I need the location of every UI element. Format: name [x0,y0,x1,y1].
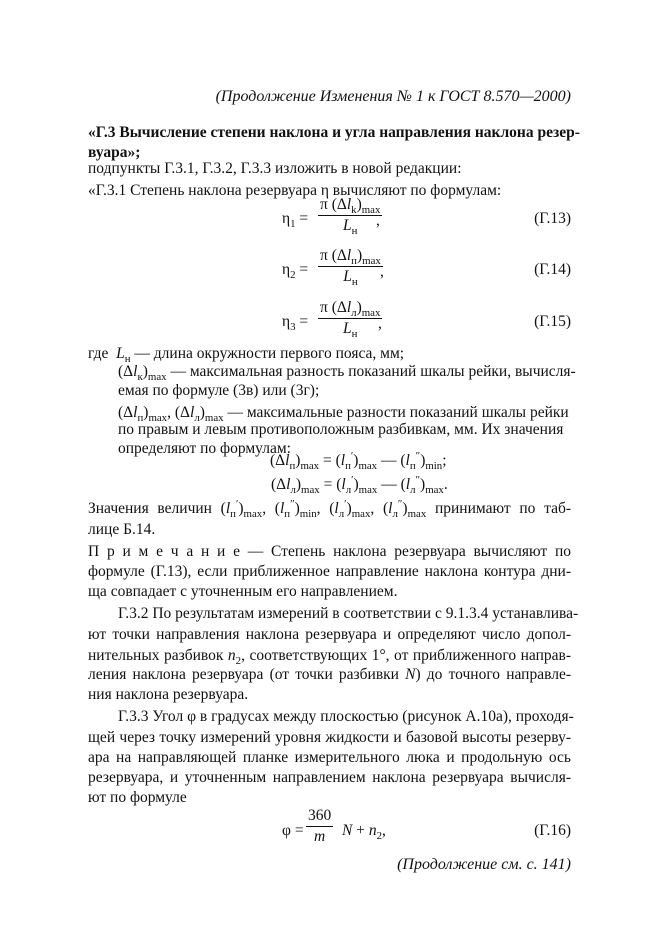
values-line2: лице Б.14. [88,521,156,538]
def-dlk-cont: емая по формуле (3в) или (3г); [118,382,320,399]
g32-line5: ния наклона резервуара. [88,686,249,703]
eq14-fraction: π $(\Delta l_п)_{max}$ $L_н$ [320,247,381,289]
eq13-label: (Г.13) [534,210,571,227]
g32-line3: нительных разбивок $n_2$, соответствующих 1°, от приближенного направ- [88,647,572,668]
eq16-rest: $N + n_2$, [342,822,386,843]
eq15-fraction: π $(\Delta l_л)_{max}$ $L_н$ [320,299,381,341]
formula-dll: $(\Delta l_л)_{max} = (l_л')_{max}$ — $(l_л'')_{max}$. [271,473,448,497]
def-dlk: $(\Delta l_к)_{max}$ — максимальная разность показаний шкалы рейки, вычисля- [118,363,576,384]
g33-line1: Г.3.3 Угол φ в градусах между плоскостью (рисунок А.10а), проходя- [118,708,574,725]
note-line1: П р и м е ч а н и е — Степень наклона резервуара вычисляют по [88,543,571,560]
def-dlp: $(\Delta l_п)_{max}$, $(\Delta l_л)_{max}$ — максимальные разности показаний шкалы рейки [118,404,569,425]
continuation-header: (Продолжение Изменения № 1 к ГОСТ 8.570—2000) [215,88,571,105]
eq15-label: (Г.15) [534,313,571,330]
eq16-fraction: $\frac{360}{m}$ [308,807,332,845]
g33-line3: ара на направляющей планке измерительного люка и продольную ось [88,749,571,766]
section-title-line2: вуара»; [88,144,141,161]
def-ln: где $L_н$ — длина окружности первого пояса, мм; [88,345,405,366]
g32-line1: Г.3.2 По результатам измерений в соответствии с 9.1.3.4 устанавлива- [118,605,579,622]
eq16-label: (Г.16) [534,822,571,839]
eq15-lhs: $\eta_3$ = [282,313,309,334]
g33-line2: щей через точку измерений уровня жидкости и базовой высоты резерву- [88,729,571,746]
values-line1: Значения величин $(l_п')_{max}$, $(l_п'')_{min}$, $(l_л')_{max}$, $(l_л'')_{max}$ принимают по таб- [88,497,571,521]
eq14-lhs: $\eta_2$ = [282,261,309,282]
eq14-label: (Г.14) [534,261,571,278]
g33-line5: ют по формуле [88,789,187,806]
def-dlp-cont1: по правым и левым противоположным разбивкам, мм. Их значения [118,421,564,438]
eq13-lhs: $\eta_1$ = [282,210,309,231]
g31-line: «Г.3.1 Степень наклона резервуара η вычисляют по формулам: [88,182,502,199]
continuation-footer: (Продолжение см. с. 141) [397,856,571,873]
eq13-fraction: π $(\Delta l_k)_{max}$ $L_н$ [320,196,381,238]
formula-dlp: $(\Delta l_п)_{max} = (l_п')_{max}$ — $(l_п'')_{min}$; [270,449,447,473]
g32-line4: ления наклона резервуара (от точки разбивки N) до точного направле- [88,666,571,683]
g32-line2: ют точки направления наклона резервуара и определяют число допол- [88,626,571,643]
section-title-line1: «Г.3 Вычисление степени наклона и угла направления наклона резер- [88,124,580,141]
g33-line4: резервуара, и уточненным направлением наклона резервуара вычисля- [88,769,571,786]
eq16-lhs: φ = [282,822,304,839]
def-dlp-cont2: определяют по формулам: [118,440,291,457]
intro-line: подпункты Г.3.1, Г.3.2, Г.3.3 изложить в новой редакции: [88,160,462,177]
note-line3: ща совпадает с уточненным его направлением. [88,583,398,600]
note-line2: формуле (Г.13), если приближенное направление наклона контура дни- [88,563,571,580]
